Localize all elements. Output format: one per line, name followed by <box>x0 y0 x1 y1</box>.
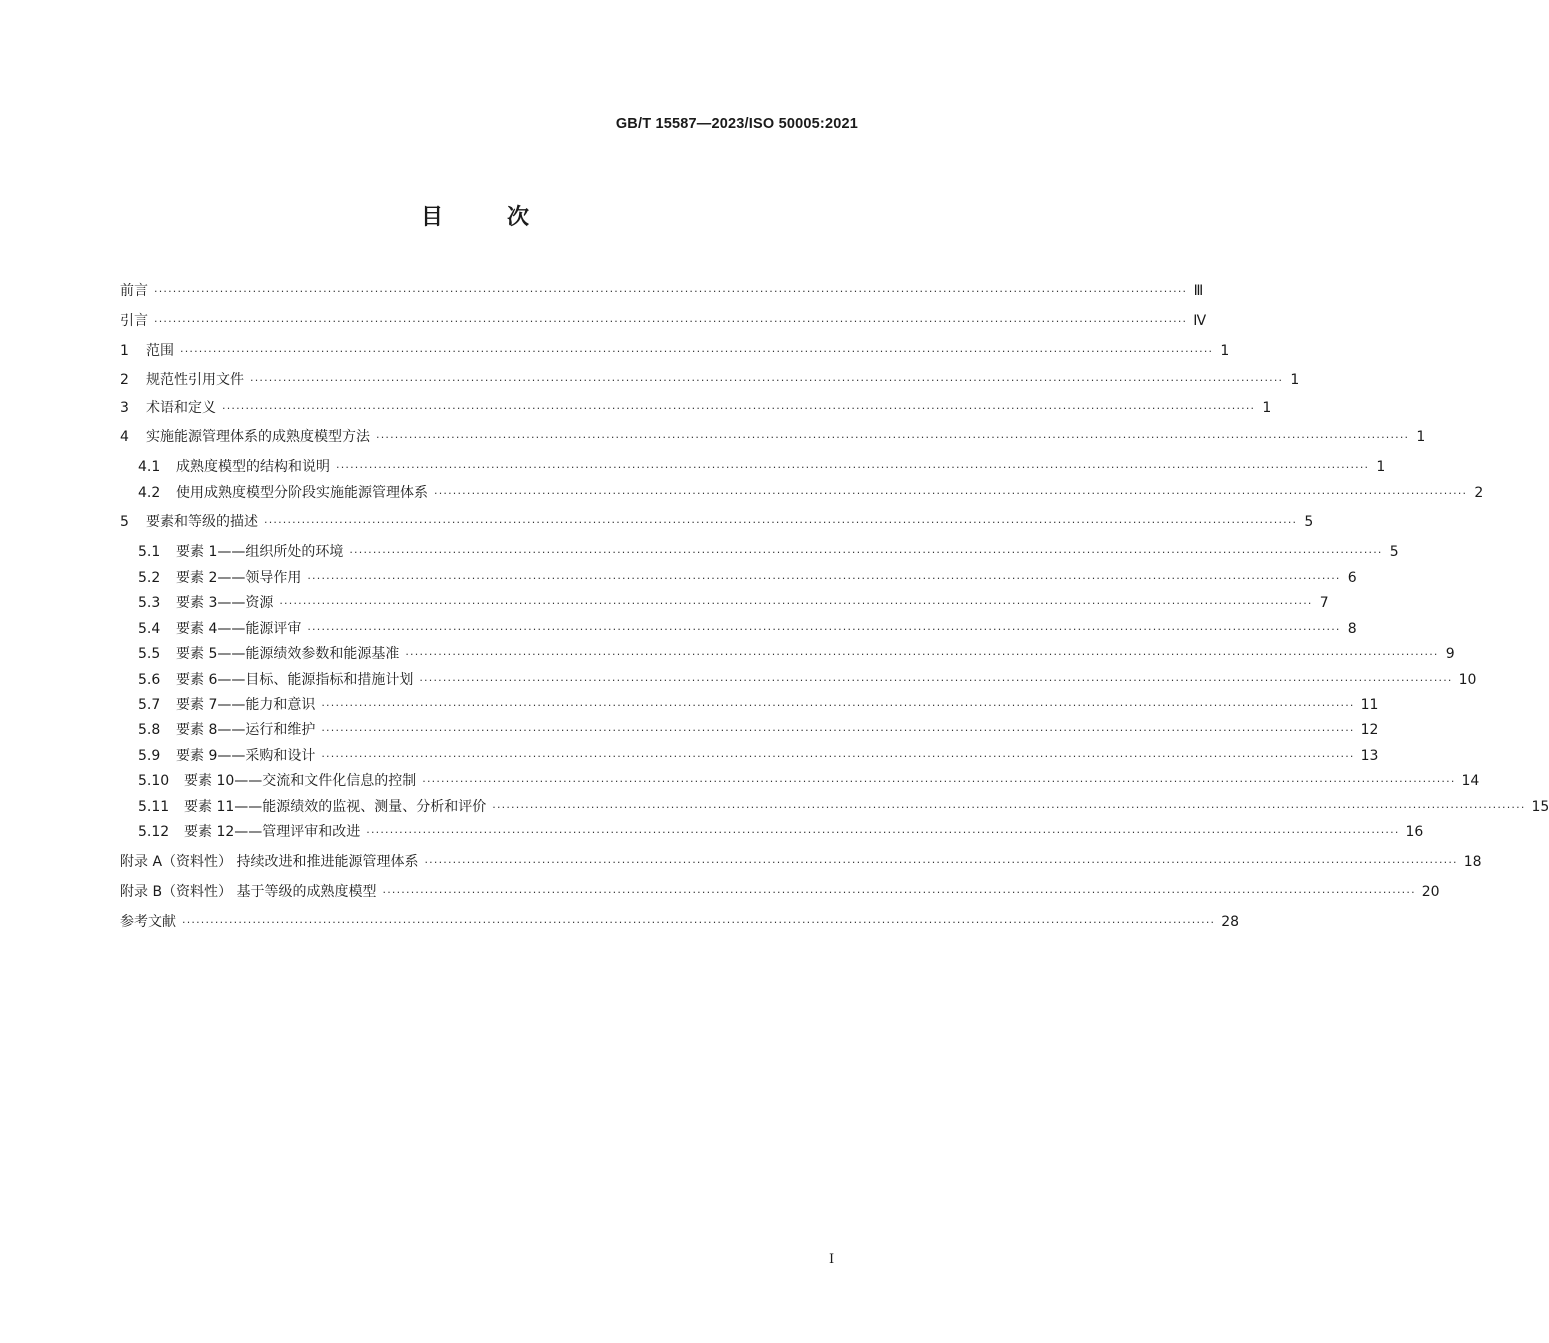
toc-title-char-2: 次 <box>507 205 530 230</box>
standard-code: GB/T 15587—2023/ISO 50005:2021 <box>615 116 858 132</box>
toc-entry[interactable] <box>120 342 1230 360</box>
toc-entry-number: 4.1 <box>138 459 161 475</box>
toc-title-char-1: 目 <box>420 205 443 230</box>
toc-entry-number: 5.1 <box>138 544 161 560</box>
toc-leader-dots: ···························································································································································································································· <box>264 516 1298 529</box>
toc-entry[interactable] <box>120 371 1300 389</box>
toc-entry-label: 前言 <box>120 283 148 299</box>
toc-entry[interactable] <box>138 543 1399 561</box>
toc-entry-page: 10 <box>1458 672 1477 688</box>
toc-leader-dots: ···························································································································································································································· <box>321 724 1355 737</box>
toc-entry-number: 5.7 <box>138 697 161 713</box>
toc-entry[interactable] <box>120 399 1272 417</box>
toc-entry-label: 实施能源管理体系的成熟度模型方法 <box>146 429 370 445</box>
toc-entry-number: 5.3 <box>138 595 161 611</box>
toc-entry-page: 15 <box>1531 799 1549 815</box>
toc-leader-dots: ···························································································································································································································· <box>154 315 1188 328</box>
toc-entry-number: 4.2 <box>138 485 161 501</box>
toc-leader-dots: ···························································································································································································································· <box>424 856 1458 869</box>
toc-entry-number: 5.12 <box>138 824 170 840</box>
toc-entry-label: 要素 12——管理评审和改进 <box>184 824 361 840</box>
toc-entry-label: 要素 7——能力和意识 <box>176 697 316 713</box>
toc-entry-label: 范围 <box>146 343 174 359</box>
toc-entry-page: 12 <box>1360 722 1379 738</box>
toc-entry[interactable] <box>138 772 1480 790</box>
toc-leader-dots: ···························································································································································································································· <box>422 775 1456 788</box>
toc-entry-label: 参考文献 <box>120 914 176 930</box>
toc-entry-page: 11 <box>1360 697 1379 713</box>
toc-entry-number: 5.8 <box>138 722 161 738</box>
toc-entry[interactable] <box>120 853 1482 871</box>
toc-entry[interactable] <box>138 458 1386 476</box>
toc-entry-label: 附录 A（资料性） 持续改进和推进能源管理体系 <box>120 854 419 870</box>
toc-entry-page: 1 <box>1262 400 1272 416</box>
toc-entry[interactable] <box>120 883 1440 901</box>
toc-entry-label: 附录 B（资料性） 基于等级的成熟度模型 <box>120 884 377 900</box>
toc-entry[interactable] <box>138 721 1379 739</box>
toc-leader-dots: ···························································································································································································································· <box>222 402 1256 415</box>
toc-entry-number: 5.9 <box>138 748 161 764</box>
toc-entry-page: 20 <box>1421 884 1440 900</box>
toc-entry-label: 要素 8——运行和维护 <box>176 722 316 738</box>
toc-entry[interactable] <box>138 620 1357 638</box>
toc-entry[interactable] <box>138 798 1549 816</box>
toc-entry[interactable] <box>138 484 1484 502</box>
toc-entry-label: 要素 2——领导作用 <box>176 570 302 586</box>
toc-entry-label: 引言 <box>120 313 148 329</box>
toc-leader-dots: ···························································································································································································································· <box>382 886 1416 899</box>
toc-entry-page: 9 <box>1445 646 1455 662</box>
toc-entry-label: 规范性引用文件 <box>146 372 244 388</box>
toc-entry-number: 5.5 <box>138 646 161 662</box>
toc-entry-page: Ⅳ <box>1193 313 1207 329</box>
toc-entry-label: 要素 4——能源评审 <box>176 621 302 637</box>
toc-entry-page: 5 <box>1389 544 1399 560</box>
toc-leader-dots: ···························································································································································································································· <box>336 461 1370 474</box>
toc-leader-dots: ···························································································································································································································· <box>321 750 1355 763</box>
toc-entry-label: 要素 9——采购和设计 <box>176 748 316 764</box>
toc-entry[interactable] <box>138 696 1379 714</box>
toc-entry-number: 5.10 <box>138 773 170 789</box>
toc-entry[interactable] <box>138 594 1329 612</box>
toc-entry-page: 6 <box>1347 570 1357 586</box>
toc-entry-page: 13 <box>1360 748 1379 764</box>
toc-leader-dots: ···························································································································································································································· <box>321 699 1355 712</box>
toc-entry-number: 5.6 <box>138 672 161 688</box>
toc-entry-number: 3 <box>120 400 129 416</box>
toc-entry-page: 5 <box>1304 514 1314 530</box>
toc-entry[interactable] <box>120 913 1240 931</box>
toc-entry-number: 1 <box>120 343 129 359</box>
toc-entry-page: 1 <box>1220 343 1230 359</box>
toc-leader-dots: ···························································································································································································································· <box>405 648 1439 661</box>
toc-leader-dots: ···························································································································································································································· <box>349 546 1383 559</box>
toc-leader-dots: ···························································································································································································································· <box>419 674 1453 687</box>
toc-entry-page: 18 <box>1463 854 1482 870</box>
toc-entry-page: 7 <box>1319 595 1329 611</box>
toc-entry-page: 8 <box>1347 621 1357 637</box>
toc-leader-dots: ···························································································································································································································· <box>250 374 1284 387</box>
toc-entry-number: 2 <box>120 372 129 388</box>
toc-entry-number: 5 <box>120 514 129 530</box>
toc-entry-label: 要素 10——交流和文件化信息的控制 <box>184 773 417 789</box>
toc-entry-label: 成熟度模型的结构和说明 <box>176 459 330 475</box>
toc-entry-page: 1 <box>1416 429 1426 445</box>
toc-entry[interactable] <box>138 645 1455 663</box>
toc-leader-dots: ···························································································································································································································· <box>366 826 1400 839</box>
toc-entry-page: 2 <box>1474 485 1484 501</box>
toc-entry[interactable] <box>120 428 1426 446</box>
toc-leader-dots: ···························································································································································································································· <box>154 285 1188 298</box>
toc-entry[interactable] <box>120 513 1314 531</box>
toc-leader-dots: ···························································································································································································································· <box>180 345 1214 358</box>
toc-entry-label: 要素 6——目标、能源指标和措施计划 <box>176 672 414 688</box>
toc-entry-label: 要素和等级的描述 <box>146 514 258 530</box>
toc-leader-dots: ···························································································································································································································· <box>307 623 1341 636</box>
toc-entry[interactable] <box>138 569 1357 587</box>
toc-entry[interactable] <box>120 312 1207 330</box>
toc-leader-dots: ···························································································································································································································· <box>279 597 1313 610</box>
toc-leader-dots: ···························································································································································································································· <box>376 431 1410 444</box>
toc-entry-page: Ⅲ <box>1193 283 1204 299</box>
toc-entry-number: 5.4 <box>138 621 161 637</box>
toc-entry-label: 要素 3——资源 <box>176 595 274 611</box>
toc-leader-dots: ···························································································································································································································· <box>492 801 1526 814</box>
toc-entry[interactable] <box>138 823 1424 841</box>
toc-entry-page: 28 <box>1221 914 1240 930</box>
toc-entry-number: 5.2 <box>138 570 161 586</box>
toc-entry-label: 要素 1——组织所处的环境 <box>176 544 344 560</box>
toc-entry-page: 1 <box>1376 459 1386 475</box>
page-number: I <box>829 1252 835 1267</box>
toc-leader-dots: ···························································································································································································································· <box>182 916 1216 929</box>
toc-leader-dots: ···························································································································································································································· <box>307 572 1341 585</box>
toc-leader-dots: ···························································································································································································································· <box>434 487 1468 500</box>
toc-entry[interactable] <box>138 747 1379 765</box>
toc-entry-page: 14 <box>1461 773 1480 789</box>
toc-entry-label: 术语和定义 <box>146 400 216 416</box>
toc-entry-number: 4 <box>120 429 129 445</box>
toc-entry-number: 5.11 <box>138 799 170 815</box>
toc-entry-label: 要素 11——能源绩效的监视、测量、分析和评价 <box>184 799 487 815</box>
toc-entry[interactable] <box>120 282 1204 300</box>
toc-entry-label: 使用成熟度模型分阶段实施能源管理体系 <box>176 485 428 501</box>
toc-entry-page: 1 <box>1290 372 1300 388</box>
toc-entry-page: 16 <box>1405 824 1424 840</box>
toc-entry-label: 要素 5——能源绩效参数和能源基准 <box>176 646 400 662</box>
toc-entry[interactable] <box>138 671 1477 689</box>
